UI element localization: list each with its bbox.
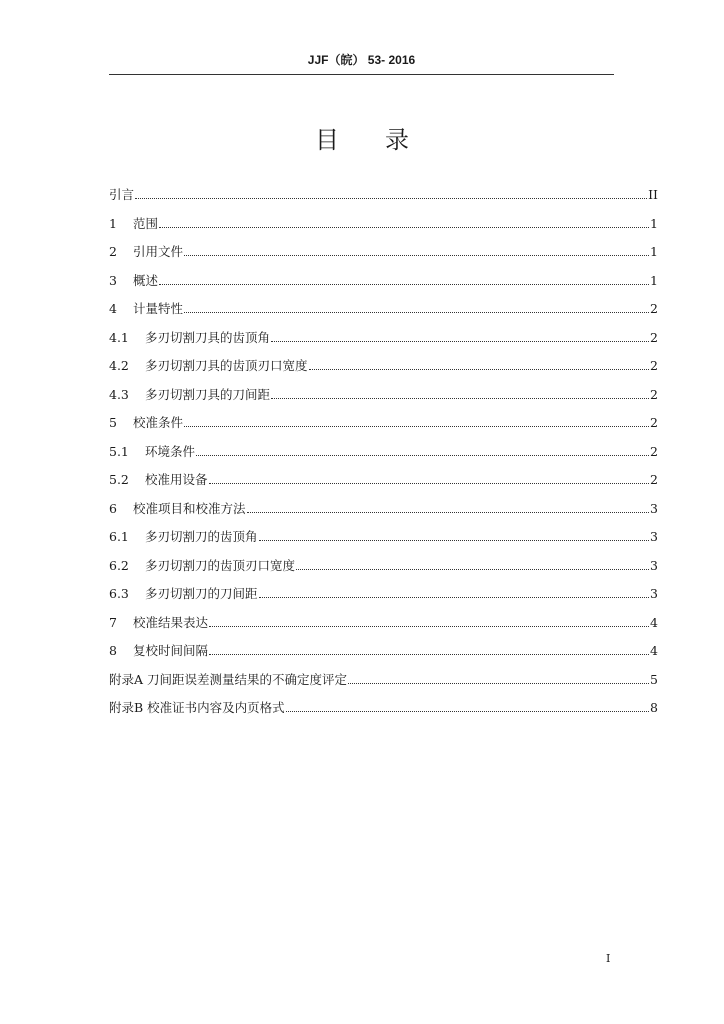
toc-entry[interactable]	[109, 527, 658, 556]
toc-leader-dots	[286, 699, 649, 712]
toc-leader-dots	[209, 642, 649, 655]
toc-entry-number: 6.2	[109, 557, 129, 573]
toc-entry-label: 多刃切割刀的齿顶角	[145, 529, 258, 544]
toc-entry-label: 多刃切割刀的刀间距	[145, 586, 258, 601]
toc-entry-label: 多刃切割刀具的刀间距	[145, 386, 271, 402]
toc-leader-dots	[159, 272, 649, 285]
toc-entry-number: 6.1	[109, 529, 129, 544]
toc-entry[interactable]	[109, 641, 658, 670]
toc-leader-dots	[209, 614, 649, 627]
toc-entry-page: 3	[650, 586, 658, 601]
toc-entry-number: 3	[109, 272, 117, 288]
toc-leader-dots	[184, 243, 649, 256]
toc-leader-dots	[209, 471, 650, 484]
toc-entry-label: 多刃切割刀具的齿顶刃口宽度	[145, 358, 308, 373]
toc-entry-label: 附录A 刀间距误差测量结果的不确定度评定	[109, 671, 348, 687]
toc-entry-page: 2	[650, 472, 658, 487]
toc-entry-page: 2	[650, 329, 658, 345]
toc-leader-dots	[271, 386, 649, 399]
toc-entry-label: 概述	[133, 272, 159, 288]
toc-entry-label: 计量特性	[133, 301, 184, 316]
toc-entry-number: 5	[109, 415, 117, 430]
toc-entry-label: 校准条件	[133, 415, 184, 430]
toc-leader-dots	[348, 671, 649, 684]
toc-entry-number: 4.1	[109, 329, 129, 345]
toc-entry-number: 7	[109, 614, 117, 630]
toc-entry-number: 4	[109, 301, 117, 316]
toc-entry-label: 校准用设备	[145, 472, 208, 487]
toc-entry-page: 3	[650, 500, 658, 516]
toc-leader-dots	[135, 186, 647, 199]
toc-entry[interactable]	[109, 328, 658, 357]
toc-entry[interactable]	[109, 242, 658, 271]
toc-entry[interactable]	[109, 442, 658, 471]
toc-entry-page: 1	[650, 244, 658, 259]
toc-entry[interactable]	[109, 670, 658, 699]
toc-leader-dots	[309, 357, 650, 370]
toc-entry-label: 引言	[109, 187, 135, 202]
toc-entry[interactable]	[109, 299, 658, 328]
toc-leader-dots	[184, 414, 649, 427]
toc-entry-label: 多刃切割刀具的齿顶角	[145, 329, 271, 345]
toc-entry-number: 8	[109, 643, 117, 658]
toc-entry-page: II	[648, 187, 658, 202]
toc-entry-page: 2	[650, 358, 658, 373]
toc-entry[interactable]	[109, 356, 658, 385]
toc-entry-number: 1	[109, 215, 117, 231]
toc-leader-dots	[259, 585, 650, 598]
toc-leader-dots	[296, 557, 649, 570]
toc-entry-page: 2	[650, 301, 658, 316]
toc-entry-page: 5	[650, 671, 658, 687]
toc-entry-page: 2	[650, 443, 658, 459]
toc-entry-page: 2	[650, 415, 658, 430]
toc-entry-number: 5.1	[109, 443, 129, 459]
toc-entry-number: 2	[109, 244, 117, 259]
toc-leader-dots	[259, 528, 650, 541]
toc-leader-dots	[184, 300, 649, 313]
toc-leader-dots	[196, 443, 649, 456]
toc-entry[interactable]	[109, 185, 658, 214]
running-header	[109, 52, 614, 68]
table-of-contents	[109, 185, 658, 727]
toc-entry-label: 复校时间间隔	[133, 643, 209, 658]
toc-entry-page: 1	[650, 272, 658, 288]
toc-entry-label: 校准结果表达	[133, 614, 209, 630]
page-title: 目录	[315, 126, 455, 154]
standard-code: JJF（皖） 53- 2016	[307, 53, 416, 67]
toc-entry-label: 附录B 校准证书内容及内页格式	[109, 700, 285, 715]
toc-entry[interactable]	[109, 613, 658, 642]
toc-entry[interactable]	[109, 470, 658, 499]
toc-entry-label: 范围	[133, 215, 159, 231]
toc-entry-number: 5.2	[109, 472, 129, 487]
toc-entry-page: 1	[650, 215, 658, 231]
toc-entry[interactable]	[109, 214, 658, 243]
toc-entry-number: 4.3	[109, 386, 129, 402]
toc-entry-page: 8	[650, 700, 658, 715]
toc-entry-page: 4	[650, 643, 658, 658]
toc-entry[interactable]	[109, 385, 658, 414]
header-rule	[109, 74, 614, 75]
page-number: I	[606, 952, 611, 965]
toc-entry-page: 4	[650, 614, 658, 630]
toc-entry-label: 校准项目和校准方法	[133, 500, 246, 516]
toc-entry[interactable]	[109, 556, 658, 585]
toc-leader-dots	[159, 215, 649, 228]
toc-entry-label: 多刃切割刀的齿顶刃口宽度	[145, 557, 296, 573]
toc-entry-number: 6	[109, 500, 117, 516]
toc-entry-number: 6.3	[109, 586, 129, 601]
toc-entry-number: 4.2	[109, 358, 129, 373]
toc-entry-page: 3	[650, 529, 658, 544]
toc-entry[interactable]	[109, 698, 658, 727]
toc-entry-label: 引用文件	[133, 244, 184, 259]
toc-entry[interactable]	[109, 499, 658, 528]
toc-leader-dots	[247, 500, 650, 513]
toc-entry-page: 2	[650, 386, 658, 402]
toc-entry[interactable]	[109, 584, 658, 613]
toc-entry[interactable]	[109, 413, 658, 442]
toc-entry-label: 环境条件	[145, 443, 196, 459]
toc-entry-page: 3	[650, 557, 658, 573]
toc-leader-dots	[271, 329, 649, 342]
toc-entry[interactable]	[109, 271, 658, 300]
